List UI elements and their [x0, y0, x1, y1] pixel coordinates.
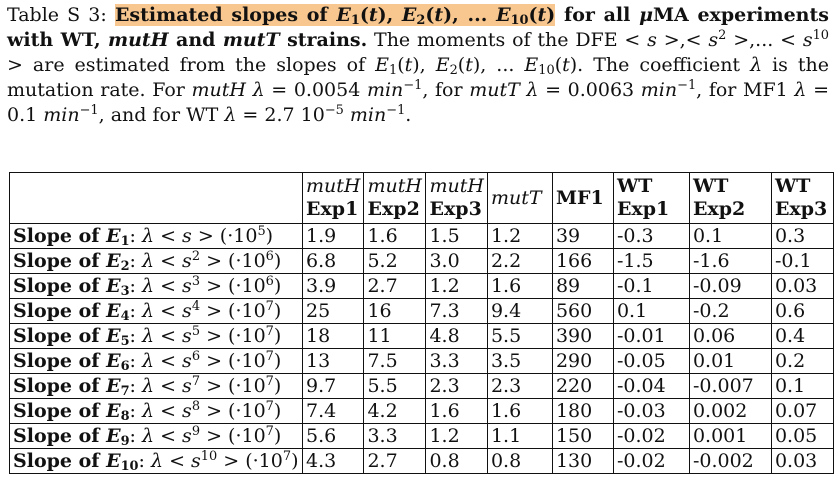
table-cell: 1.2 — [426, 424, 487, 449]
table-cell: 1.6 — [364, 224, 426, 249]
table-cell: 0.8 — [426, 449, 487, 474]
table-caption: Table S 3: Estimated slopes of $E_1(t)$, $E_2(t)$, ... $E_{10}(t)$ for all μMA experiments with WT, mutH and mutT strains. The moments of the DFE < s >,< $s^2$ >,... < $s^{10}$ > are estimated from the slopes of $E_1(t)$, $E_2(t)$, ... $E_{10}(t)$. The coefficient λ is the mutation rate. For mutH λ = 0.0054 $\min^{-1}$, for mutT λ = 0.0063 $\min^{-1}$, for MF1 λ = 0.1 $\min^{-1}$, and for WT λ = 2.7 $10^{-5}$ $\min^{-1}$. — [7, 4, 830, 126]
row-label: Slope of $E_8$: $\lambda < s^8 > (\cdot 10^7)$ — [10, 399, 303, 424]
table-cell: 560 — [552, 299, 613, 324]
table-cell: 180 — [552, 399, 613, 424]
header-row — [10, 173, 834, 224]
header-wt-exp1: WT Exp1 — [613, 173, 689, 224]
row-label: Slope of $E_{10}$: $\lambda < s^{10} > (\cdot 10^7)$ — [10, 449, 303, 474]
header-wt-exp2: WT Exp2 — [689, 173, 771, 224]
table-cell: 3.3 — [426, 349, 487, 374]
table-cell: 0.06 — [689, 324, 771, 349]
table-cell: 11 — [364, 324, 426, 349]
table-row — [10, 424, 834, 449]
table-cell: 1.6 — [487, 399, 552, 424]
table-cell: 7.4 — [303, 399, 364, 424]
table-cell: 7.5 — [364, 349, 426, 374]
table-cell: 0.2 — [771, 349, 833, 374]
table-cell: 290 — [552, 349, 613, 374]
table-cell: 0.6 — [771, 299, 833, 324]
table-cell: 5.5 — [364, 374, 426, 399]
table-cell: 0.1 — [613, 299, 689, 324]
header-corner — [10, 173, 303, 224]
table-cell: 0.03 — [771, 449, 833, 474]
table-cell: 0.3 — [771, 224, 833, 249]
table-cell: -0.3 — [613, 224, 689, 249]
table-cell: -0.04 — [613, 374, 689, 399]
table-cell: -0.1 — [613, 274, 689, 299]
table-cell: 2.7 — [364, 274, 426, 299]
table-cell: 89 — [552, 274, 613, 299]
table-cell: 0.03 — [771, 274, 833, 299]
row-label: Slope of $E_4$: $\lambda < s^4 > (\cdot 10^7)$ — [10, 299, 303, 324]
table-row — [10, 374, 834, 399]
header-muth-exp2: mutH Exp2 — [364, 173, 426, 224]
table-cell: -0.007 — [689, 374, 771, 399]
header-muth-exp1: mutH Exp1 — [303, 173, 364, 224]
table-cell: 3.5 — [487, 349, 552, 374]
table-cell: 5.2 — [364, 249, 426, 274]
table-cell: 0.002 — [689, 399, 771, 424]
table-cell: 3.3 — [364, 424, 426, 449]
table-cell: 1.6 — [487, 274, 552, 299]
table-cell: 9.7 — [303, 374, 364, 399]
caption-label: Table S 3: — [7, 4, 107, 26]
table-cell: 4.8 — [426, 324, 487, 349]
table-cell: -1.5 — [613, 249, 689, 274]
table-cell: 0.01 — [689, 349, 771, 374]
table-cell: 1.5 — [426, 224, 487, 249]
row-label: Slope of $E_7$: $\lambda < s^7 > (\cdot 10^7)$ — [10, 374, 303, 399]
table-cell: 25 — [303, 299, 364, 324]
table-cell: -0.09 — [689, 274, 771, 299]
table-row — [10, 399, 834, 424]
table-cell: 166 — [552, 249, 613, 274]
table-row — [10, 224, 834, 249]
table-cell: 2.2 — [487, 249, 552, 274]
table-cell: 0.4 — [771, 324, 833, 349]
table-cell: 39 — [552, 224, 613, 249]
row-label: Slope of $E_3$: $\lambda < s^3 > (\cdot 10^6)$ — [10, 274, 303, 299]
table-cell: 0.07 — [771, 399, 833, 424]
table-cell: 2.3 — [487, 374, 552, 399]
table-cell: -0.01 — [613, 324, 689, 349]
table-cell: -0.2 — [689, 299, 771, 324]
table-cell: -0.02 — [613, 424, 689, 449]
table-cell: 0.1 — [771, 374, 833, 399]
table-cell: -0.05 — [613, 349, 689, 374]
table-cell: 150 — [552, 424, 613, 449]
table-cell: -1.6 — [689, 249, 771, 274]
table-cell: 2.7 — [364, 449, 426, 474]
table-cell: 220 — [552, 374, 613, 399]
table-cell: 390 — [552, 324, 613, 349]
header-mf1: MF1 — [552, 173, 613, 224]
table-cell: 1.6 — [426, 399, 487, 424]
row-label: Slope of $E_2$: $\lambda < s^2 > (\cdot 10^6)$ — [10, 249, 303, 274]
table-cell: 0.1 — [689, 224, 771, 249]
row-label: Slope of $E_6$: $\lambda < s^6 > (\cdot 10^7)$ — [10, 349, 303, 374]
header-wt-exp3: WT Exp3 — [771, 173, 833, 224]
table-cell: 0.8 — [487, 449, 552, 474]
table-cell: 1.1 — [487, 424, 552, 449]
table-row — [10, 324, 834, 349]
header-muth-exp3: mutH Exp3 — [426, 173, 487, 224]
table-cell: -0.1 — [771, 249, 833, 274]
caption-highlight: Estimated slopes of $E_1(t)$, $E_2(t)$, ... $E_{10}(t)$ — [114, 4, 556, 29]
table-cell: 18 — [303, 324, 364, 349]
table-cell: 1.2 — [426, 274, 487, 299]
table-cell: 5.6 — [303, 424, 364, 449]
table-cell: 9.4 — [487, 299, 552, 324]
table-row — [10, 249, 834, 274]
table-cell: -0.002 — [689, 449, 771, 474]
table-row — [10, 274, 834, 299]
table-cell: 0.001 — [689, 424, 771, 449]
table-cell: 5.5 — [487, 324, 552, 349]
table-cell: 1.2 — [487, 224, 552, 249]
table-cell: -0.02 — [613, 449, 689, 474]
table-cell: -0.03 — [613, 399, 689, 424]
table-row — [10, 299, 834, 324]
table-cell: 3.9 — [303, 274, 364, 299]
table-row — [10, 449, 834, 474]
row-label: Slope of $E_5$: $\lambda < s^5 > (\cdot 10^7)$ — [10, 324, 303, 349]
row-label: Slope of $E_1$: $\lambda < s > (\cdot 10^5)$ — [10, 224, 303, 249]
header-mutt: mutT — [487, 173, 552, 224]
table-cell: 6.8 — [303, 249, 364, 274]
table-cell: 13 — [303, 349, 364, 374]
table-row — [10, 349, 834, 374]
table-cell: 4.2 — [364, 399, 426, 424]
table-cell: 0.05 — [771, 424, 833, 449]
slopes-table — [9, 172, 834, 474]
table-cell: 1.9 — [303, 224, 364, 249]
table-cell: 16 — [364, 299, 426, 324]
row-label: Slope of $E_9$: $\lambda < s^9 > (\cdot 10^7)$ — [10, 424, 303, 449]
table-cell: 2.3 — [426, 374, 487, 399]
table-cell: 3.0 — [426, 249, 487, 274]
table-cell: 7.3 — [426, 299, 487, 324]
table-cell: 4.3 — [303, 449, 364, 474]
table-cell: 130 — [552, 449, 613, 474]
